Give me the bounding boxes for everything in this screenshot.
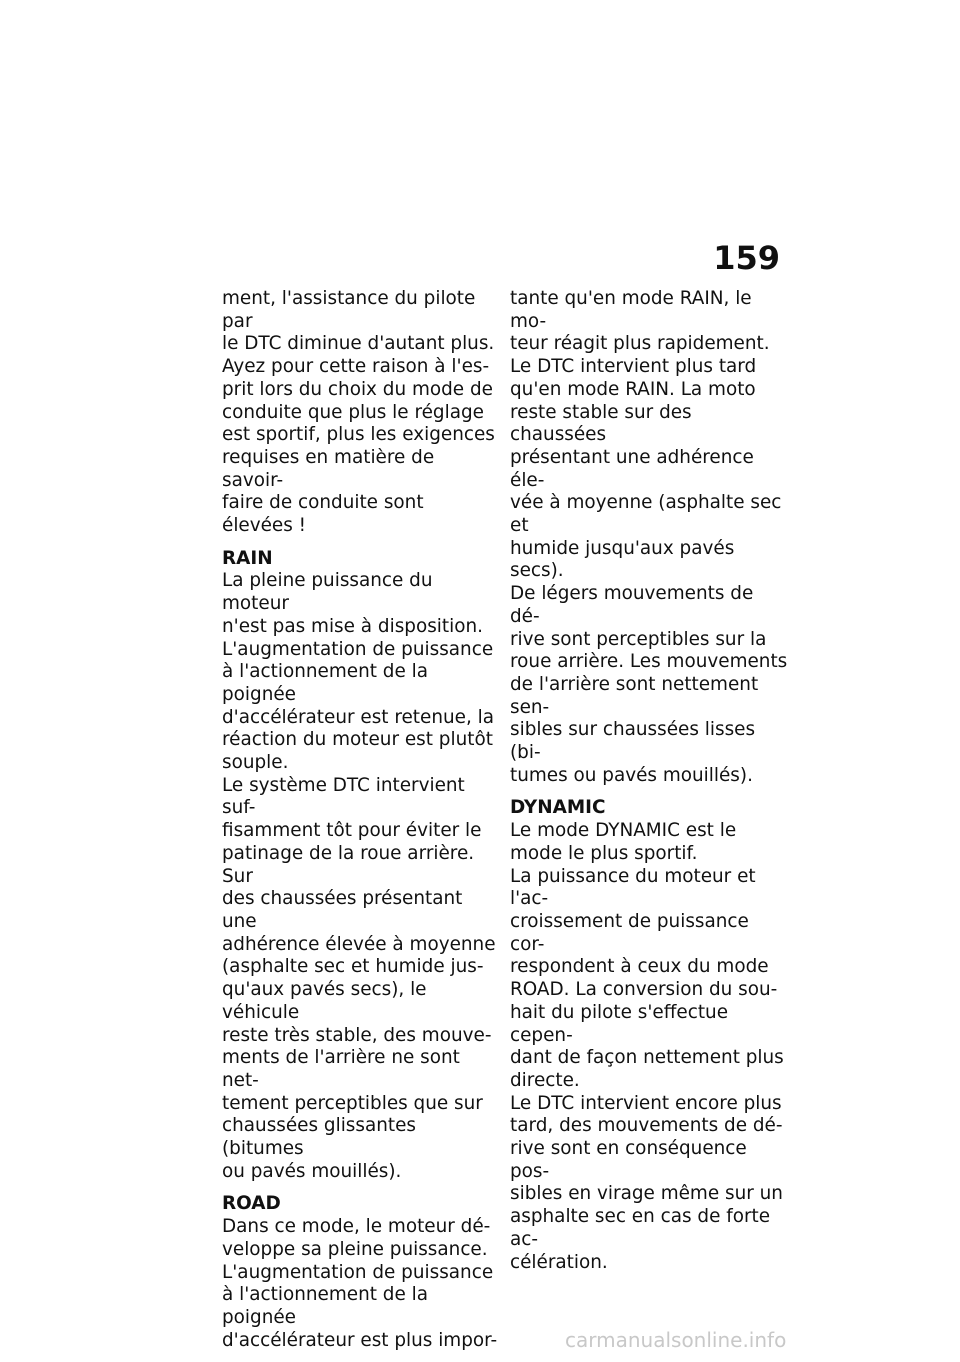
road-paragraph: Dans ce mode, le moteur dé- veloppe sa pleine puissance. L'augmentation de puissance à l'actionnement de la poignée d'accélérateur est plus impor- (222, 1216, 498, 1351)
dynamic-heading: DYNAMIC (510, 797, 606, 819)
watermark-text: carmanualsonline.info (565, 1328, 787, 1352)
page-number: 159 (713, 239, 780, 277)
rain-heading: RAIN (222, 547, 273, 569)
dynamic-paragraph: Le mode DYNAMIC est le mode le plus sportif. La puissance du moteur et l'ac- croissement de puissance cor- respondent à ceux du mode ROAD. La conversion du sou- hait du pilote s'effectue cepen- dant de façon nettement plus directe. Le DTC intervient encore plus tard, des mouvements de dé- rive sont en conséquence pos- sibles en virage même sur un asphalte sec en cas de forte ac- célération. (510, 820, 784, 1273)
left-column (222, 288, 500, 1352)
road-heading: ROAD (222, 1193, 281, 1215)
right-column (510, 288, 788, 1274)
intro-paragraph: ment, l'assistance du pilote par le DTC diminue d'autant plus. Ayez pour cette raison à l'es- prit lors du choix du mode de conduite que plus le réglage est sportif, plus les exigences requises en matière de savoir- faire de conduite sont élevées ! (222, 288, 495, 537)
rain-paragraph: La pleine puissance du moteur n'est pas mise à disposition. L'augmentation de puissance à l'actionnement de la poignée d'accélérateur est retenue, la réaction du moteur est plutôt souple. Le système DTC intervient suf- fisamment tôt pour éviter le patinage de la roue arrière. Sur des chaussées présentant une adhérence élevée à moyenne (asphalte sec et humide jus- qu'aux pavés secs), le véhicule reste très stable, des mouve- ments de l'arrière ne sont net- tement perceptibles que sur chaussées glissantes (bitumes ou pavés mouillés). (222, 570, 496, 1182)
road-paragraph-continued: tante qu'en mode RAIN, le mo- teur réagit plus rapidement. Le DTC intervient plus tard qu'en mode RAIN. La moto reste stable sur des chaussées présentant une adhérence éle- vée à moyenne (asphalte sec et humide jusqu'aux pavés secs). De légers mouvements de dé- rive sont perceptibles sur la roue arrière. Les mouvements de l'arrière sont nettement sen- sibles sur chaussées lisses (bi- tumes ou pavés mouillés). (510, 288, 788, 786)
